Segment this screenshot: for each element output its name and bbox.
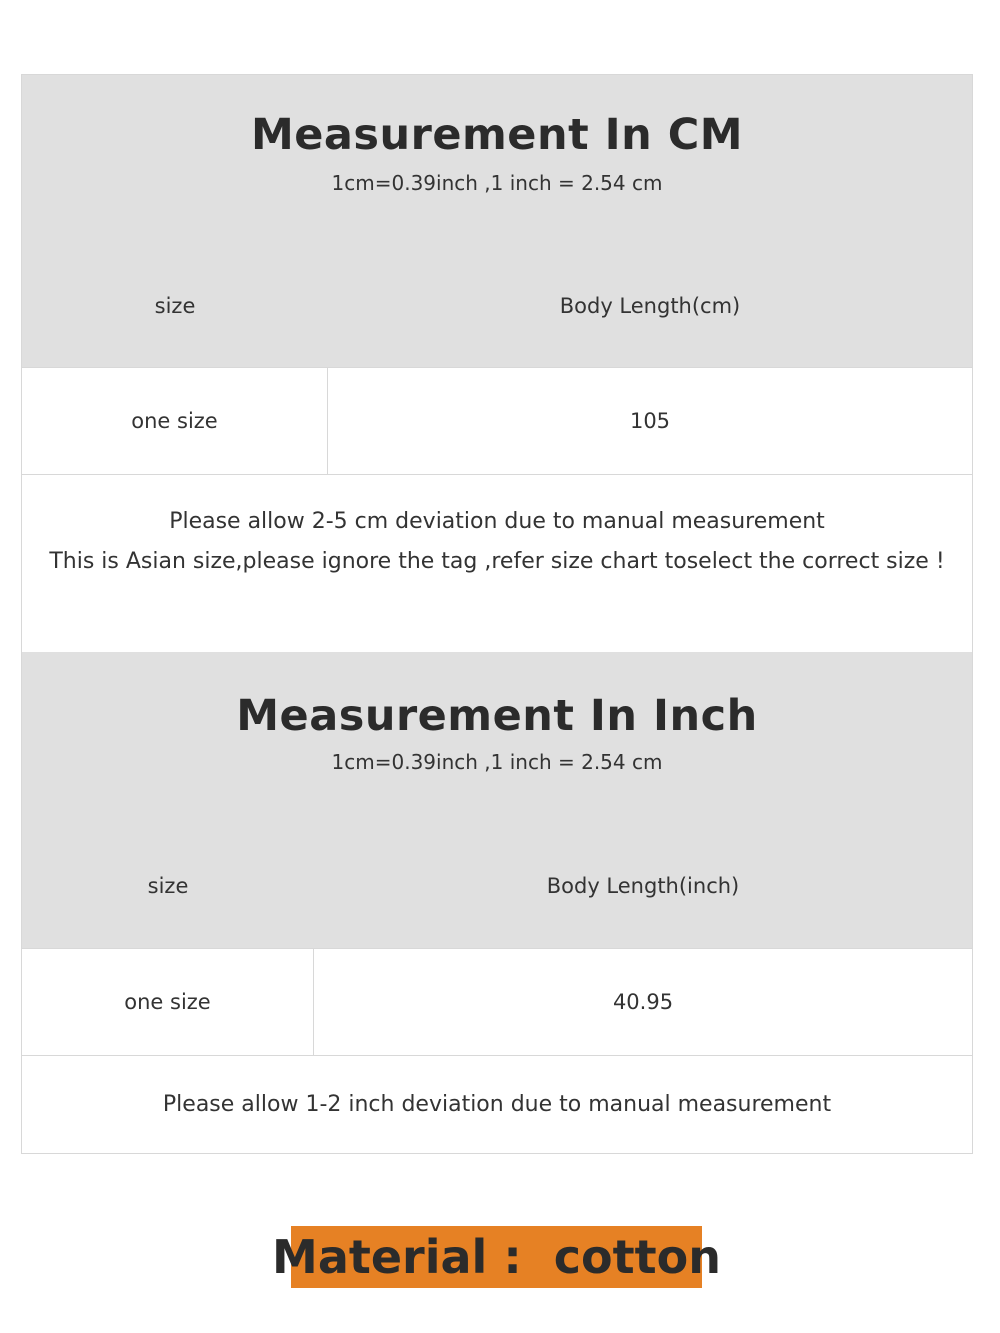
inch-deviation-note [22, 1056, 972, 1153]
inch-section-title: Measurement In Inch [236, 691, 758, 741]
cm-note-line-1: Please allow 2-5 cm deviation due to manual measurement [169, 509, 825, 534]
cm-section-title: Measurement In CM [250, 110, 744, 160]
table-row [22, 367, 972, 475]
cm-section-header [22, 75, 972, 244]
inch-column-size: size [147, 873, 189, 898]
cm-column-size: size [154, 293, 196, 318]
inch-section-header [22, 652, 972, 823]
inch-size-value: one size [22, 949, 314, 1055]
inch-note-line-1: Please allow 1-2 inch deviation due to manual measurement [162, 1091, 832, 1117]
cm-column-body-length: Body Length(cm) [559, 293, 741, 318]
size-chart [21, 74, 973, 1154]
inch-column-header-row [22, 823, 972, 948]
table-row [22, 948, 972, 1056]
inch-body-length-value: 40.95 [612, 990, 674, 1014]
cm-note-line-2: This is Asian size,please ignore the tag ,refer size chart toselect the correct size ! [49, 549, 945, 574]
cm-conversion-note: 1cm=0.39inch ,1 inch = 2.54 cm [331, 171, 663, 195]
cm-deviation-note [22, 475, 972, 652]
material-label: Material : cotton [291, 1226, 702, 1288]
cm-column-header-row [22, 244, 972, 367]
cm-size-value: one size [22, 368, 328, 474]
cm-body-length-value: 105 [629, 409, 671, 433]
inch-conversion-note: 1cm=0.39inch ,1 inch = 2.54 cm [331, 750, 663, 774]
inch-column-body-length: Body Length(inch) [546, 873, 740, 898]
